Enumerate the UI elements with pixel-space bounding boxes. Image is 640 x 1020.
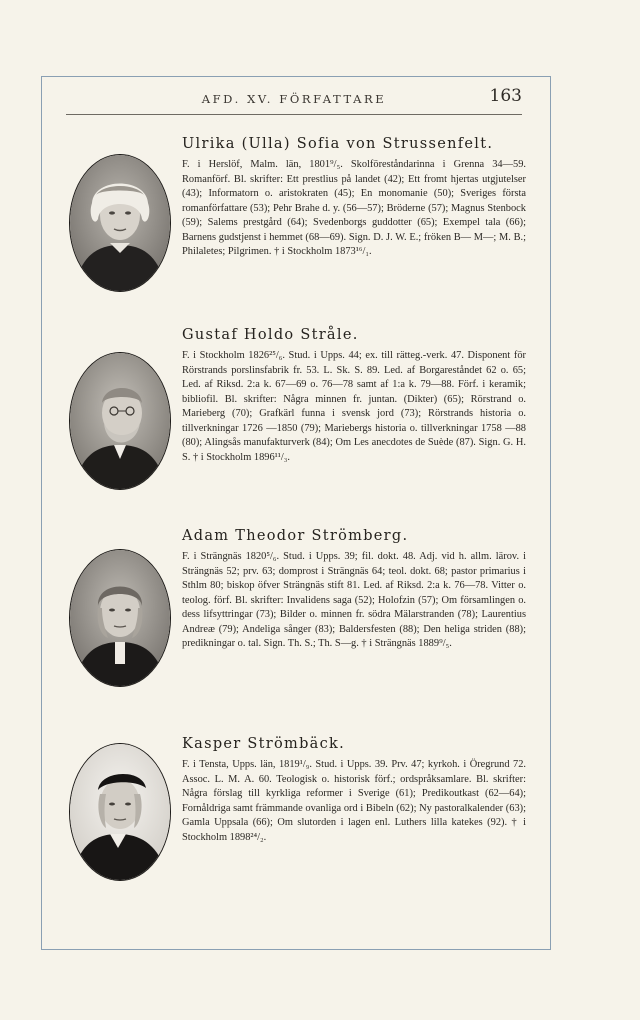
entry-name: Gustaf Holdo Stråle. — [182, 327, 359, 343]
entry-text: F. i Tensta, Upps. län, 1819¹/₉. Stud. i Upps. 39. Prv. 47; kyrkoh. i Öregrund 72. Assoc. L. M. A. 60. Teologisk o. historisk förf.; ordspråksamlare. Bl. skrifter: Några förslag till kyrkliga reformer i Sverige (61); Predikoutkast (62—64); Fornåldriga samt främmande ovanliga ord i Bibeln (62); Ny pastoralkalender (63); Gamla Uppsala (66); Om slutorden i lagen enl. Luthers lilla katekes (92). † i Stockholm 1898²⁴/₂. — [182, 759, 526, 843]
entry-text: F. i Herslöf, Malm. län, 1801⁹/₅. Skolföreståndarinna i Grenna 34—59. Romanförf. Bl. skrifter: Ett prestlius på landet (42); Ett fromt hjertas utgjutelser (43); Informatorn o. aristokraten (45); En monomanie (50); Sveriges första romanförfattare (53); Pehr Brahe d. y. (56—57); Bröderne (57); Magnus Stenbock (59); Salems prestgård (64); Svedenborgs guddotter (65); Exempel tala (66); Barnens gudstjenst i hemmet (68—69). Sign. D. J. W. E.; fröken B— M—; M. B.; Philaletes; Pilgrimen. † i Stockholm 1873¹⁶/₁. — [182, 159, 526, 258]
portrait-ulrika-von-strussenfelt — [70, 155, 170, 291]
portrait-kasper-strombeck — [70, 744, 170, 880]
running-title: AFD. XV. FÖRFATTARE — [201, 92, 387, 106]
entry-text: F. i Strängnäs 1820⁵/₆. Stud. i Upps. 39; fil. dokt. 48. Adj. vid h. allm. lärov. i Strängnäs 52; prv. 63; domprost i Strängnäs 64; teol. dokt. 68; pastor primarius i Sthlm 80; biskop öfver Strängnäs stift 81. Led. af Riksd. 2:a k. 76—78. Vitter o. teolog. förf. Bl. skrifter: Invalidens saga (52); Holofzin (57); Om församlingen o. dess lifsyttringar (73); Bilder o. minnen fr. södra Mälarstranden (78); Laurentius Andreæ (79); Andeliga sånger (83); Baldersfesten (88); Den heliga striden (88); predikningar o. tal. Sign. Th. S.; Th. S—g. † i Strängnäs 1889⁹/₅. — [182, 551, 526, 650]
running-head — [66, 88, 522, 115]
page-number: 163 — [489, 86, 522, 106]
entry-name: Kasper Strömbäck. — [182, 736, 346, 752]
entry-text: F. i Stockholm 1826²⁵/₆. Stud. i Upps. 44; ex. till rätteg.-verk. 47. Disponent för Rörstrands porslinsfabrik fr. 53. L. Sk. S. 89. Led. af Borgareståndet 62 o. 65; Led. af Riksd. 2:a k. 67—69 o. 76—78 samt af 1:a k. 79—88. Förf. i keramik; bibliofil. Bl. skrifter: Några minnen fr. juntan. (Dikter) (65); Rörstrand o. Marieberg (70); Grafkärl funna i svensk jord (73); Rörstrands historia o. tillverkningar 1726 —1850 (79); Mariebergs historia o. tillverkningar 1758 —88 (80); Alingsås manufakturverk (84); Om Les anecdotes de Suède (87). Sign. G. H. S. † i Stockholm 1896¹¹/₃. — [182, 350, 526, 463]
entry-adam-theodor-stromberg — [182, 528, 526, 652]
entry-kasper-strombeck — [182, 736, 526, 845]
entry-gustaf-holdo-strale — [182, 327, 526, 465]
portrait-gustaf-holdo-strale — [70, 353, 170, 489]
entry-name: Ulrika (Ulla) Sofia von Strussenfelt. — [182, 136, 494, 152]
entry-ulrika-von-strussenfelt — [182, 136, 526, 260]
portrait-adam-theodor-stromberg — [70, 550, 170, 686]
entry-name: Adam Theodor Strömberg. — [182, 528, 409, 544]
